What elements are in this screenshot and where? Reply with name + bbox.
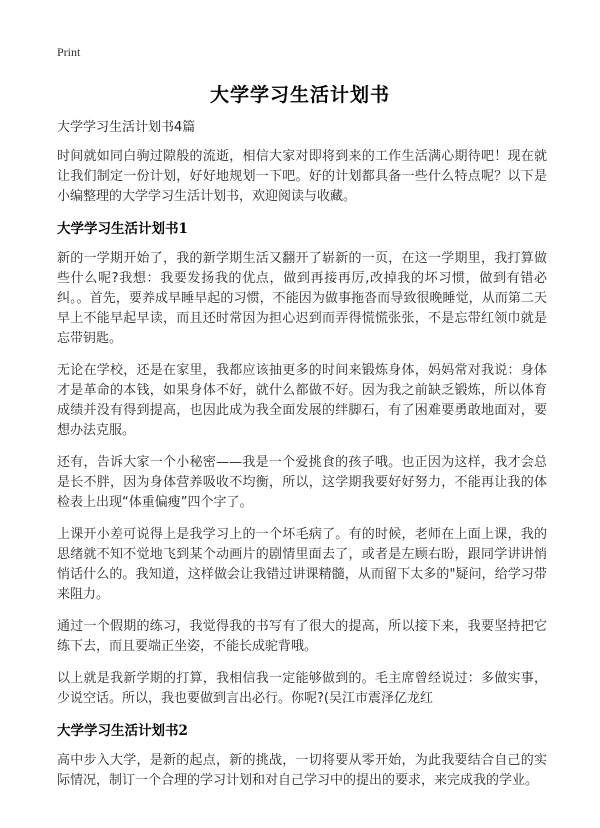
- section-1-paragraph-6: 以上就是我新学期的打算，我相信我一定能够做到的。毛主席曾经说过：多做实事，少说空话。所以，我也要做到言出必行。你呢?(吴江市震泽亿龙红: [57, 671, 547, 706]
- print-link[interactable]: Print: [57, 45, 81, 59]
- section-1-paragraph-1: 新的一学期开始了，我的新学期生活又翻开了崭新的一页，在这一学期里，我打算做些什么呢?我想：我要发扬我的优点，做到再接再厉,改掉我的坏习惯，做到有错必纠。。首先，要养成早睡早起的习惯，不能因为做事拖沓而导致很晚睡觉，从而第二天早上不能早起早读，而且还时常因为担心迟到而弄得慌慌张张，不是忘带红领巾就是忘带钥匙。: [57, 251, 547, 346]
- document-body: [57, 118, 547, 803]
- document-title: 大学学习生活计划书: [209, 84, 390, 106]
- section-2-paragraph-1: 高中步入大学，是新的起点，新的挑战，一切将要从零开始，为此我要结合自己的实际情况，制订一个合理的学习计划和对自己学习中的提出的要求，来完成我的学业。: [57, 753, 547, 788]
- section-heading-2: 大学学习生活计划书2: [57, 723, 188, 739]
- section-1-paragraph-4: 上课开小差可说得上是我学习上的一个坏毛病了。有的时候，老师在上面上课，我的思绪就不知不觉地飞到某个动画片的剧情里面去了，或者是左顾右盼，跟同学讲讲悄悄话什么的。我知道，这样做会让我错过讲课精髓，从而留下太多的"疑问，给学习带来阻力。: [57, 527, 547, 602]
- section-1-paragraph-2: 无论在学校，还是在家里，我都应该抽更多的时间来锻炼身体，妈妈常对我说：身体才是革命的本钱，如果身体不好，就什么都做不好。因为我之前缺乏锻炼，所以体育成绩并没有得到提高，也因此成为我全面发展的绊脚石，有了困难要勇敢地面对，要想办法克服。: [57, 363, 547, 438]
- section-1-paragraph-5: 通过一个假期的练习，我觉得我的书写有了很大的提高，所以接下来，我要坚持把它练下去，而且要端正坐姿，不能长成驼背哦。: [57, 619, 547, 654]
- section-heading-1: 大学学习生活计划书1: [57, 221, 188, 237]
- section-1-paragraph-3: 还有，告诉大家一个小秘密——我是一个爱挑食的孩子哦。也正因为这样，我才会总是长不胖，因为身体营养吸收不均衡，所以，这学期我要好好努力，不能再让我的体检表上出现“体重偏瘦”四个字了。: [57, 455, 547, 510]
- document-subtitle: 大学学习生活计划书4篇: [57, 120, 196, 135]
- intro-paragraph: 时间就如同白驹过隙般的流逝，相信大家对即将到来的工作生活满心期待吧！现在就让我们制定一份计划，好好地规划一下吧。好的计划都具备一些什么特点呢？以下是小编整理的大学学习生活计划书，欢迎阅读与收藏。: [57, 149, 547, 204]
